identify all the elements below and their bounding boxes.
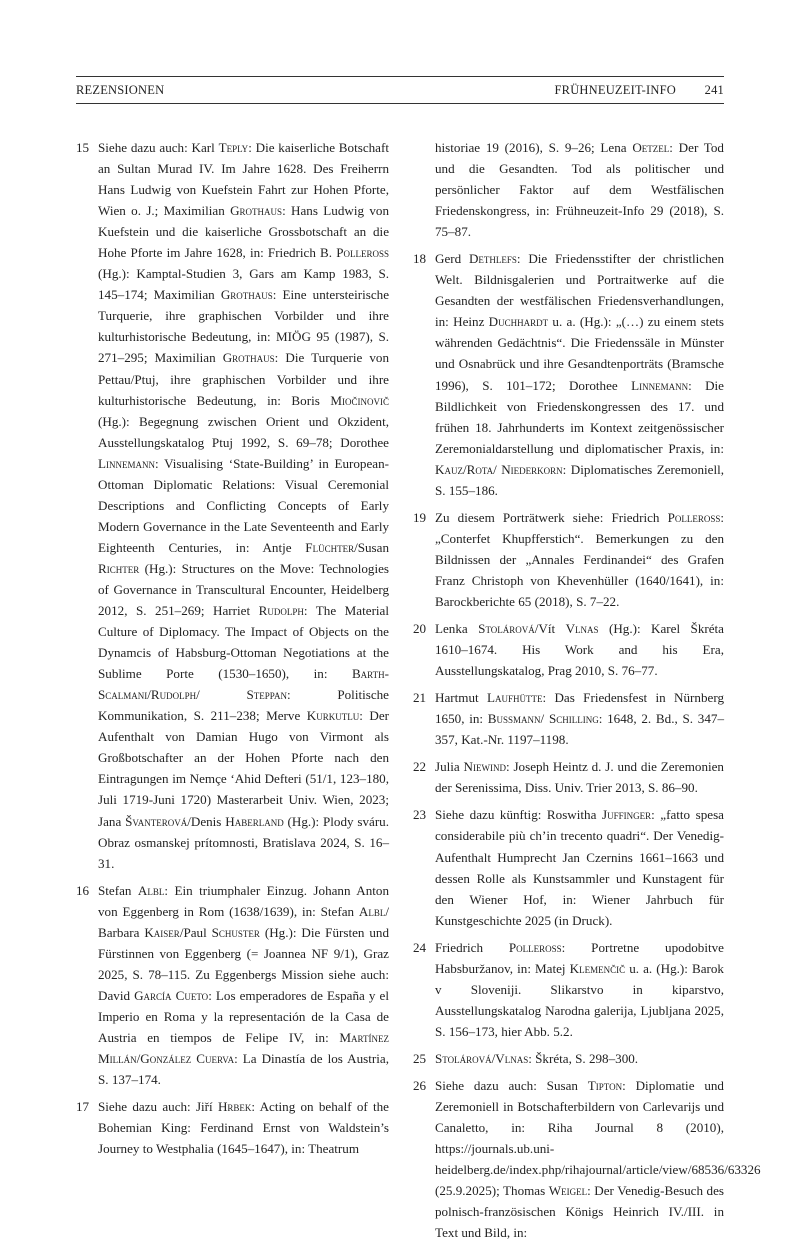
footnote-text: historiae 19 (2016), S. 9–26; Lena [435,140,633,155]
footnote-text: : Joseph Heintz d. J. und die Zeremonien der Serenissima, Diss. Univ. Trier 2013, S. 86–90. [435,759,724,796]
footnote-text: /Susan [354,539,389,555]
author-name: Dethlefs [468,251,517,267]
footnote-text: u. a. (Hg.): „(…) zu einem stets währenden Gedächtnis“. Die Friedenssäle in Münster und Osnabrück und ihre Gesandtenporträts (Bramsche 1996), S. 101–172; Dorothee [435,314,724,393]
footnote-text: : „Conterfet Khupfferstich“. Bemerkungen zu den Bildnissen der „Annales Ferdinandei“ des Grafen Franz Christoph von Khevenhüller (1640/1641), in: Barockberichte 65 (2018), S. 7–22. [435,509,724,609]
author-name: Martínez Millán/González Cuerva [98,1029,389,1067]
footnote-number: 20 [413,621,427,637]
author-name: Polleross [667,509,721,525]
footnote-text: : Los emperadores de España y el Imperio en Roma y la representación de la Casa de Austria en tiempos de Felipe IV, in: [98,987,389,1045]
footnote-text: (Hg.): Kamptal-Studien 3, Gars am Kamp 1983, S. 145–174; Maximilian [98,266,389,303]
footnote [76,880,389,1090]
footnote [413,756,724,798]
footnote-text: : Das Friedensfest in Nürnberg 1650, in: [435,690,724,727]
footnote [413,248,724,501]
author-name: Grothaus [222,350,275,366]
footnote-text: : „fatto spesa considerabile più ch’in trecento quadri“. Der Venedig-Aufenthalt Humprecht Jan Czernins 1661–1663 und dessen Rolle als Kunstsammler und Kunstagent für den Wiener Hof, in: Wiener Jahrbuch für Kunstgeschichte 2025 (in Druck). [435,807,724,928]
footnote-number: 19 [413,509,427,525]
footnote-text: : Diplomatisches Zeremoniell, S. 155–186. [435,461,724,498]
author-name: Schuster [211,924,260,940]
footnote-text: : Der Venedig-Besuch des polnisch-französischen Königs Heinrich IV./III. in Text und Bild, in: [435,1183,724,1241]
author-name: Klemenčič [569,960,626,976]
author-name: Oetzel [632,140,670,155]
author-name: Vlnas [565,621,599,637]
footnote-text: : Der Aufenthalt von Damian Hugo von Virmont als Großbotschafter an der Hohen Pforte nach den Eintragungen im Nemçe ‘Ahid Defteri (51/1, 123–180, Juli 1719-Juni 1720) Masterarbeit Univ. Wien, 2023; Jana [98,708,389,829]
footnote-text: Siehe dazu auch: Jiří [98,1099,218,1115]
author-name: Albl [137,882,165,898]
footnotes-right-column [413,137,761,1249]
author-name: Kurkutlu [306,708,360,724]
author-name: Rudolph [258,603,304,619]
footnote-text: : Ein triumphaler Einzug. Johann Anton von Eggenberg in Rom (1638/1639), in: Stefan [98,882,389,919]
author-name: Stolárová/Vlnas [435,1050,529,1066]
footnote-text: : The Material Culture of Diplomacy. The Impact of Objects on the Dynamcis of Habsburg-Ottoman Negotiations at the Sublime Porte (1530–1650), in: [98,603,390,682]
footnote-text: Lenka [435,621,479,637]
footnote-number: 15 [76,140,90,155]
footnote-text: : Diplomatie und Zeremoniell in Botschafterbildern von Carlevarijs und Canaletto, in: Riha Journal 8 (2010), https://journals.ub.uni-heidelberg.de/index.php/rihajournal/article/view/68536/63326 (25.9.2025); Thomas [435,1077,761,1199]
author-name: Kauz/Rota/ Niederkorn [435,461,563,477]
footnote-text: (Hg.): Structures on the Move: Technologies of Governance in Transcultural Encounter, Heidelberg 2012, S. 251–269; Harriet [98,560,389,619]
footnote-text: : Škréta, S. 298–300. [528,1050,639,1066]
footnote-text: /Paul [179,924,212,940]
footnote-text: (Hg.): Die Fürsten und Fürstinnen von Eggenberg (= Joannea NF 9/1), Graz 2025, S. 78–115. Zu Eggenbergs Mission siehe auch: David [98,924,389,1003]
author-name: Grothaus [230,203,283,219]
footnote-text: (Hg.): Plody sváru. Obraz osmanskej prítomnosti, Bratislava 2024, S. 16–31. [98,813,389,871]
author-name: Hrbek [217,1099,252,1115]
page-number: 241 [704,83,724,97]
footnote-text: : Hans Ludwig von Kuefstein und die kaiserliche Grossbotschaft an die Hohe Pforte im Jahre 1628, in: Friedrich B. [98,203,389,261]
author-name: Polleross [508,939,562,955]
author-name: Duchhardt [488,314,549,330]
footnote-text: : Die Turquerie von Pettau/Ptuj, ihre graphischen Vorbilder und ihre kulturhistorische Bedeutung, in: Boris [98,350,389,408]
footnote-text: Julia [435,759,464,775]
author-name: Schilling [548,711,599,727]
author-name: Kaiser [144,924,180,940]
footnote [413,507,724,612]
footnote-text: Siehe dazu künftig: Roswitha [435,807,602,823]
footnote-text: : 1648, 2. Bd., S. 347–357, Kat.-Nr. 1197–1198. [435,711,724,748]
footnote-text: (Hg.): Karel Škréta 1610–1674. His Work and his Era, Ausstellungskatalog, Prag 2010, S. 76–77. [435,621,724,679]
footnote-number: 26 [413,1077,427,1093]
author-name: Miočinovič [330,392,389,408]
footnote-text: : Portretne upodobitve Habsburžanov, in: Matej [435,939,724,976]
footnote-text: /Vít [534,621,566,637]
footnote-text: : Die kaiserliche Botschaft an Sultan Murad IV. Im Jahre 1628. Des Freiherrn Hans Ludwig von Kuefstein Fahrt zur Hohen Pforte, Wien o. J.; Maximilian [98,140,389,219]
author-name: Grothaus [220,287,273,303]
footnote-text: Friedrich [435,939,509,955]
footnote-text: / [540,711,549,727]
footnote [76,137,389,874]
footnote-text: Hartmut [435,690,487,706]
footnote-number: 21 [413,690,427,706]
footnote [413,687,724,750]
footnote-text: u. a. (Hg.): Barok v Sloveniji. Slikarstvo in kiparstvo, Ausstellungskatalog Narodna galerija, Ljubljana 2025, S. 156–173, hier Abb. 5.2. [435,960,724,1039]
footnote [413,618,724,681]
footnote-text: Zu diesem Porträtwerk siehe: Friedrich [435,509,668,525]
author-name: Polleross [336,245,389,261]
footnote-text: : Visualising ‘State-Building’ in European- Ottoman Diplomatic Relations: Visual Ceremonial Descriptions and Conflicting Concepts of Early Modern Governance in the Late Seventeenth and Early Eighteenth Centuries, in: Antje [98,455,389,555]
author-name: Albl [358,903,386,919]
author-name: Stolárová [478,621,535,637]
author-name: Laufhütte [486,690,543,706]
footnote-number: 23 [413,807,427,823]
author-name: Flüchter [305,539,355,555]
author-name: Richter [98,560,140,576]
author-name: Juffinger [601,807,652,823]
footnote-number: 24 [413,939,427,955]
footnote-text: /Denis [187,813,226,829]
footnote-text: Gerd [435,251,469,267]
author-name: García Cueto [134,987,209,1003]
running-header [76,76,724,104]
author-name: Bussmann [487,711,541,727]
header-section-title: REZENSIONEN [76,83,165,97]
author-name: Barth-Scalmani/Rudolph/ Steppan [98,666,389,703]
footnote-text: / Barbara [98,903,389,940]
footnote-text: : Die Friedensstifter der christlichen Welt. Bildnisgalerien und Portraitwerke auf die Gesandten der westfälischen Friedensverhandlungen, in: Heinz [435,251,724,330]
footnote-text: : Eine untersteirische Turquerie, ihre graphischen Vorbilder und ihre kulturhistorische Bedeutung, in: MIÖG 95 (1987), S. 271–295; Maximilian [98,287,390,366]
footnote-number: 17 [76,1099,90,1115]
footnote [413,1048,724,1069]
author-name: Niewind [463,759,506,775]
footnote-text: : Der Tod und die Gesandten. Tod als politischer und persönlicher Faktor auf dem Westfälischen Friedenskongress, in: Frühneuzeit-Info 29 (2018), S. 75–87. [435,140,724,240]
footnote [413,137,724,242]
footnote-text: : Die Bildlichkeit von Friedenskongressen des 17. und frühen 18. Jahrhunderts im Kontext zeitgenössischer Zeremonialdarstellung und diplomatischer Praxis, in: [435,377,724,456]
footnote [76,1096,389,1159]
author-name: Haberland [225,813,284,829]
footnote-number: 16 [76,882,90,898]
header-journal-title: FRÜHNEUZEIT-INFO [554,83,676,97]
footnote-text: Stefan [98,882,138,898]
footnotes-left-column [76,137,389,1165]
footnote [413,937,724,1042]
author-name: Teply [218,140,249,155]
footnote-text: : Acting on behalf of the Bohemian King: Ferdinand Ernst von Waldstein’s Journey to Westphalia (1645–1647), in: Theatrum [98,1099,389,1157]
footnote-number: 25 [413,1050,427,1066]
footnote-text: Siehe dazu auch: Susan [435,1077,588,1093]
author-name: Tipton [587,1077,623,1093]
author-name: Linnemann [631,377,689,393]
footnote-text: : Politische Kommunikation, S. 211–238; Merve [98,687,389,724]
footnote [413,804,724,930]
footnote-text: : La Dinastía de los Austria, S. 137–174. [98,1051,390,1088]
author-name: Weigel [548,1183,588,1199]
footnote-number: 18 [413,251,427,267]
footnote [413,1075,761,1243]
author-name: Linnemann [98,455,155,471]
footnote-text: Siehe dazu auch: Karl [98,140,219,155]
footnote-number: 22 [413,759,427,775]
author-name: Švanterová [125,813,188,829]
footnote-text: (Hg.): Begegnung zwischen Orient und Okzident, Ausstellungskatalog Ptuj 1992, S. 69–78; Dorothee [98,413,389,450]
